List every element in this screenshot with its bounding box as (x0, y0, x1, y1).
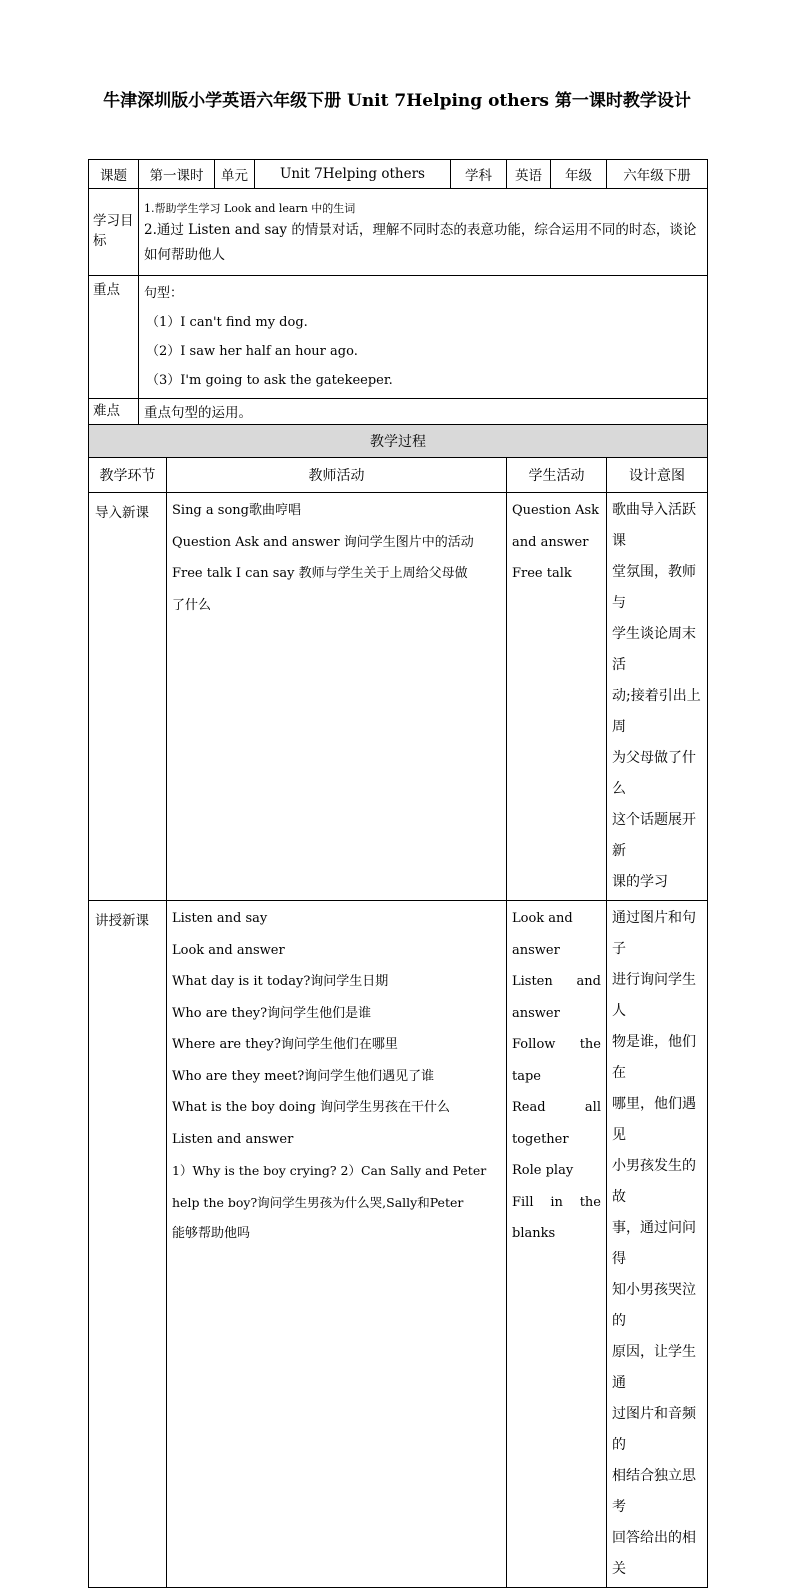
design-line: 物是谁，他们在 (612, 1034, 696, 1081)
student-line: Look and (512, 911, 573, 926)
teacher-line: Question Ask and answer 询问学生图片中的活动 (172, 534, 474, 550)
info-key-topic: 课题 (89, 160, 139, 189)
design-line: 进行询问学生人 (612, 972, 696, 1019)
teacher-line: Listen and answer (172, 1131, 294, 1147)
student-line: answer (512, 1005, 560, 1021)
student-line: Read all (512, 1100, 601, 1115)
student-activity-cell (507, 901, 607, 1588)
process-header: 教学过程 (89, 425, 708, 458)
info-row (89, 160, 708, 189)
teacher-line: 了什么 (172, 597, 212, 613)
info-value-topic: 第一课时 (139, 160, 215, 189)
teacher-line: Look and answer (172, 942, 285, 958)
lesson-plan-table (88, 159, 708, 1588)
design-line: 原因，让学生通 (612, 1344, 696, 1391)
column-header-design: 设计意图 (607, 458, 708, 493)
design-line: 相结合独立思考 (612, 1468, 696, 1515)
key-points-row (89, 276, 708, 399)
teacher-activity-cell (167, 901, 507, 1588)
student-line: together (512, 1131, 569, 1147)
teacher-line: 能够帮助他吗 (172, 1226, 251, 1241)
page-title: 牛津深圳版小学英语六年级下册 Unit 7Helping others 第一课时教学设计 (103, 91, 691, 111)
teacher-line: Listen and say (172, 911, 268, 926)
objectives-content (139, 189, 708, 276)
key-points-label: 重点 (89, 276, 139, 399)
student-line: blanks (512, 1226, 556, 1241)
objective-line-2: 2.通过 Listen and say 的情景对话，理解不同时态的表意功能，综合运用不同的时态，谈论如何帮助他人 (144, 222, 697, 263)
student-line: Follow the (512, 1037, 601, 1052)
process-row-new-lesson (89, 901, 708, 1588)
design-line: 哪里，他们遇见 (612, 1096, 696, 1143)
column-header-teacher: 教师活动 (167, 458, 507, 493)
student-line: Listen and (512, 974, 601, 989)
teacher-line: Who are they meet?询问学生他们遇见了谁 (172, 1068, 435, 1084)
teacher-line: What is the boy doing 询问学生男孩在干什么 (172, 1100, 450, 1115)
difficulty-text: 重点句型的运用。 (139, 399, 708, 425)
design-line: 事，通过问问得 (612, 1220, 696, 1267)
student-line: Question Ask (512, 503, 600, 518)
design-line: 堂氛围，教师与 (612, 564, 696, 611)
teacher-line: Where are they?询问学生他们在哪里 (172, 1037, 398, 1052)
design-line: 动;接着引出上周 (612, 688, 701, 735)
objectives-label: 学习目标 (89, 189, 139, 276)
column-header-stage: 教学环节 (89, 458, 167, 493)
column-header-row (89, 458, 708, 493)
design-intent-cell (607, 901, 708, 1588)
teacher-line: What day is it today?询问学生日期 (172, 974, 389, 989)
difficulty-label: 难点 (89, 399, 139, 425)
teacher-activity-cell (167, 493, 507, 901)
objectives-row (89, 189, 708, 276)
student-line: Role play (512, 1163, 574, 1178)
difficulty-row (89, 399, 708, 425)
column-header-student: 学生活动 (507, 458, 607, 493)
key-point-item: （3）I'm going to ask the gatekeeper. (146, 373, 393, 388)
student-line: Fill in the (512, 1194, 601, 1210)
info-value-unit: Unit 7Helping others (255, 160, 451, 189)
design-line: 为父母做了什么 (612, 750, 696, 797)
design-line: 这个话题展开新 (612, 812, 696, 859)
process-header-row (89, 425, 708, 458)
stage-cell: 讲授新课 (89, 901, 167, 1588)
student-line: answer (512, 942, 560, 958)
design-line: 学生谈论周末活 (612, 626, 696, 673)
design-line: 小男孩发生的故 (612, 1158, 696, 1205)
info-value-subject: 英语 (507, 160, 551, 189)
teacher-line: Who are they?询问学生他们是谁 (172, 1005, 372, 1021)
student-line: and answer (512, 534, 589, 550)
student-line: Free talk (512, 566, 572, 581)
objective-line-1: 1.帮助学生学习 Look and learn 中的生词 (144, 202, 356, 215)
key-points-content (139, 276, 708, 399)
design-line: 知小男孩哭泣的 (612, 1282, 696, 1329)
key-point-item: （1）I can't find my dog. (146, 315, 308, 330)
teacher-line: help the boy?询问学生男孩为什么哭,Sally和Peter (172, 1194, 464, 1210)
info-key-subject: 学科 (451, 160, 507, 189)
student-line: tape (512, 1068, 541, 1084)
student-activity-cell (507, 493, 607, 901)
info-value-grade: 六年级下册 (607, 160, 708, 189)
teacher-line: Sing a song歌曲哼唱 (172, 503, 301, 518)
stage-cell: 导入新课 (89, 493, 167, 901)
design-line: 歌曲导入活跃课 (612, 502, 696, 549)
design-line: 过图片和音频的 (612, 1406, 696, 1453)
process-row-intro (89, 493, 708, 901)
key-point-item: （2）I saw her half an hour ago. (146, 344, 358, 359)
info-key-grade: 年级 (551, 160, 607, 189)
info-key-unit: 单元 (215, 160, 255, 189)
design-line: 回答给出的相关 (612, 1530, 696, 1577)
key-points-intro: 句型： (144, 286, 184, 301)
teacher-line: Free talk I can say 教师与学生关于上周给父母做 (172, 566, 468, 581)
teacher-line: 1）Why is the boy crying? 2）Can Sally and Peter (172, 1163, 487, 1178)
design-intent-cell (607, 493, 708, 901)
design-line: 课的学习 (612, 874, 668, 890)
design-line: 通过图片和句子 (612, 910, 696, 957)
